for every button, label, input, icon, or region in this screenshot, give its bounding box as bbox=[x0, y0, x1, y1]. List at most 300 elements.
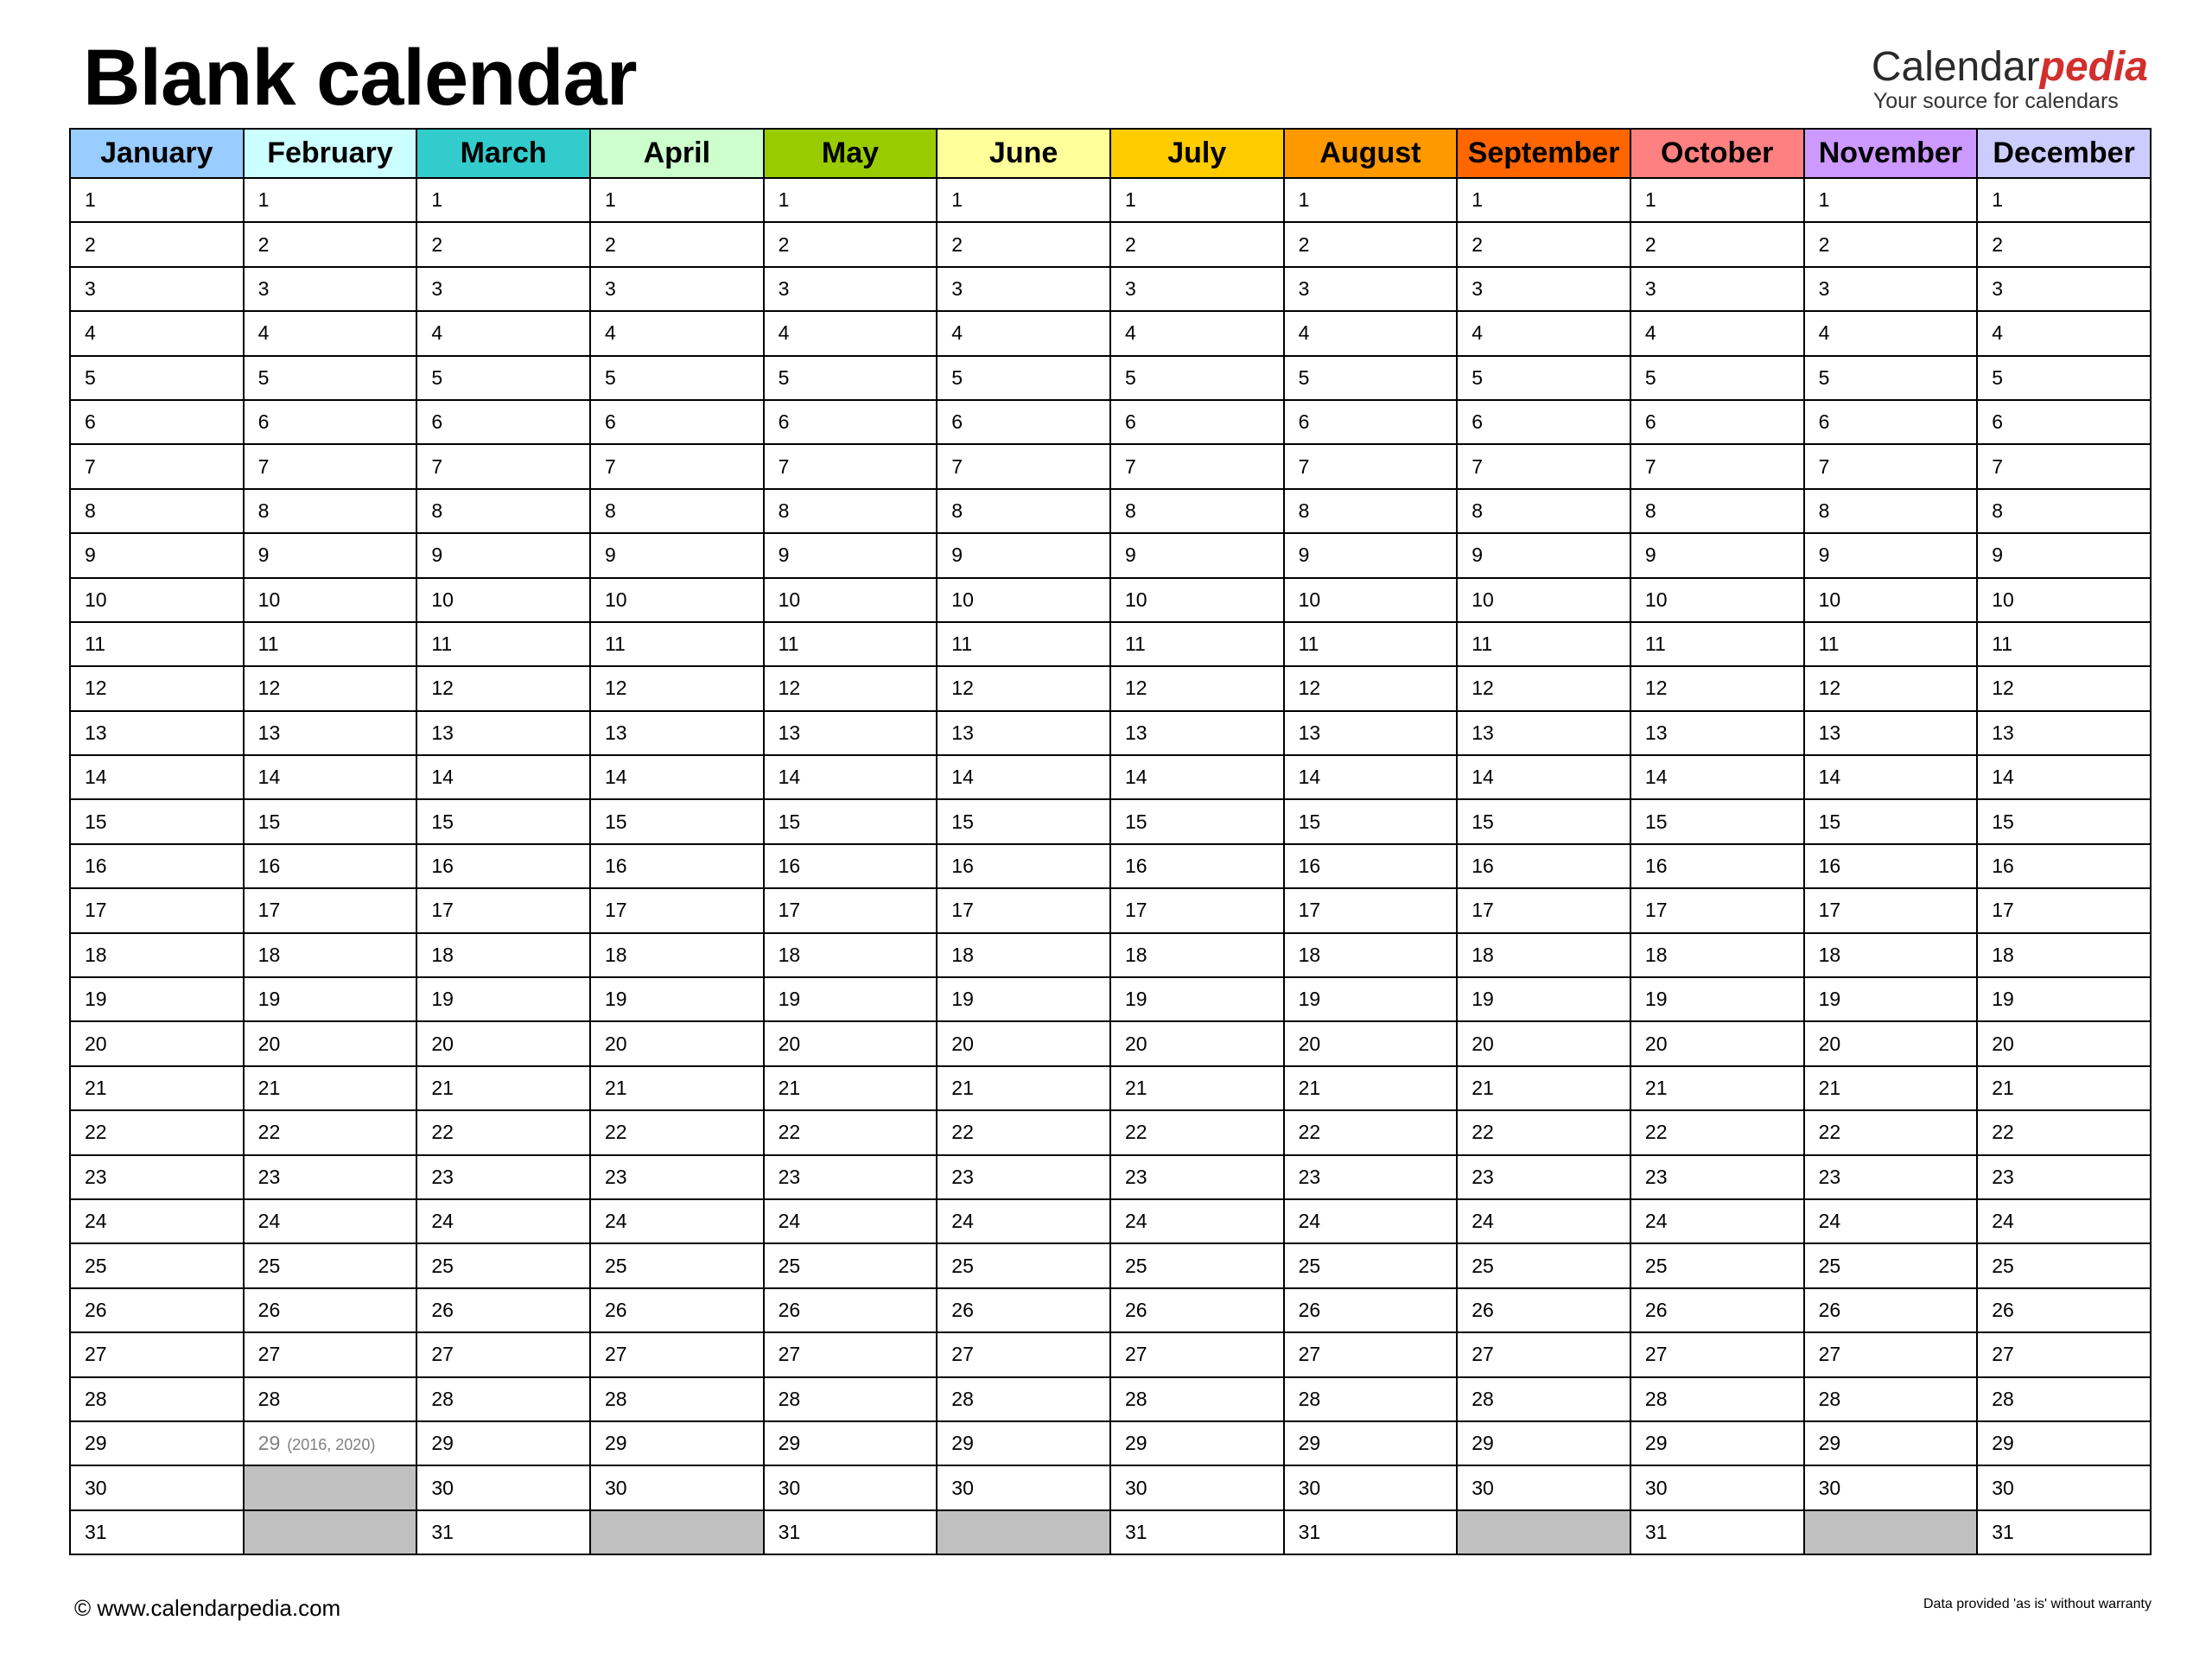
day-cell-august-29[interactable]: 29 bbox=[1284, 1421, 1458, 1465]
day-cell-july-26[interactable]: 26 bbox=[1110, 1288, 1284, 1332]
day-cell-march-5[interactable]: 5 bbox=[416, 356, 590, 400]
day-cell-august-26[interactable]: 26 bbox=[1284, 1288, 1458, 1332]
day-cell-november-27[interactable]: 27 bbox=[1804, 1332, 1978, 1376]
day-cell-november-6[interactable]: 6 bbox=[1804, 400, 1978, 444]
day-cell-june-13[interactable]: 13 bbox=[937, 711, 1110, 755]
day-cell-october-10[interactable]: 10 bbox=[1630, 578, 1804, 622]
day-cell-august-21[interactable]: 21 bbox=[1284, 1066, 1458, 1110]
day-cell-july-4[interactable]: 4 bbox=[1110, 311, 1284, 355]
day-cell-march-27[interactable]: 27 bbox=[416, 1332, 590, 1376]
day-cell-december-17[interactable]: 17 bbox=[1977, 888, 2151, 932]
day-cell-january-19[interactable]: 19 bbox=[70, 977, 244, 1021]
day-cell-october-27[interactable]: 27 bbox=[1630, 1332, 1804, 1376]
day-cell-november-16[interactable]: 16 bbox=[1804, 844, 1978, 888]
day-cell-december-27[interactable]: 27 bbox=[1977, 1332, 2151, 1376]
day-cell-september-9[interactable]: 9 bbox=[1457, 533, 1630, 577]
day-cell-september-19[interactable]: 19 bbox=[1457, 977, 1630, 1021]
day-cell-july-22[interactable]: 22 bbox=[1110, 1110, 1284, 1154]
day-cell-july-18[interactable]: 18 bbox=[1110, 933, 1284, 977]
day-cell-february-5[interactable]: 5 bbox=[244, 356, 417, 400]
day-cell-october-4[interactable]: 4 bbox=[1630, 311, 1804, 355]
day-cell-july-10[interactable]: 10 bbox=[1110, 578, 1284, 622]
day-cell-july-28[interactable]: 28 bbox=[1110, 1377, 1284, 1421]
day-cell-march-24[interactable]: 24 bbox=[416, 1199, 590, 1243]
day-cell-april-7[interactable]: 7 bbox=[590, 444, 764, 488]
day-cell-june-26[interactable]: 26 bbox=[937, 1288, 1110, 1332]
day-cell-may-2[interactable]: 2 bbox=[764, 222, 938, 266]
day-cell-june-7[interactable]: 7 bbox=[937, 444, 1110, 488]
day-cell-march-23[interactable]: 23 bbox=[416, 1155, 590, 1199]
day-cell-february-28[interactable]: 28 bbox=[244, 1377, 417, 1421]
day-cell-january-17[interactable]: 17 bbox=[70, 888, 244, 932]
day-cell-october-26[interactable]: 26 bbox=[1630, 1288, 1804, 1332]
day-cell-june-27[interactable]: 27 bbox=[937, 1332, 1110, 1376]
day-cell-february-17[interactable]: 17 bbox=[244, 888, 417, 932]
day-cell-may-15[interactable]: 15 bbox=[764, 799, 938, 843]
day-cell-november-1[interactable]: 1 bbox=[1804, 178, 1978, 222]
day-cell-december-14[interactable]: 14 bbox=[1977, 755, 2151, 799]
day-cell-november-4[interactable]: 4 bbox=[1804, 311, 1978, 355]
day-cell-february-4[interactable]: 4 bbox=[244, 311, 417, 355]
day-cell-january-22[interactable]: 22 bbox=[70, 1110, 244, 1154]
day-cell-april-8[interactable]: 8 bbox=[590, 489, 764, 533]
day-cell-january-23[interactable]: 23 bbox=[70, 1155, 244, 1199]
day-cell-january-20[interactable]: 20 bbox=[70, 1021, 244, 1065]
day-cell-november-15[interactable]: 15 bbox=[1804, 799, 1978, 843]
day-cell-september-3[interactable]: 3 bbox=[1457, 267, 1630, 311]
day-cell-july-17[interactable]: 17 bbox=[1110, 888, 1284, 932]
day-cell-june-5[interactable]: 5 bbox=[937, 356, 1110, 400]
day-cell-september-13[interactable]: 13 bbox=[1457, 711, 1630, 755]
day-cell-december-1[interactable]: 1 bbox=[1977, 178, 2151, 222]
day-cell-may-4[interactable]: 4 bbox=[764, 311, 938, 355]
day-cell-march-29[interactable]: 29 bbox=[416, 1421, 590, 1465]
day-cell-august-24[interactable]: 24 bbox=[1284, 1199, 1458, 1243]
day-cell-april-24[interactable]: 24 bbox=[590, 1199, 764, 1243]
day-cell-october-2[interactable]: 2 bbox=[1630, 222, 1804, 266]
day-cell-august-11[interactable]: 11 bbox=[1284, 622, 1458, 666]
day-cell-february-9[interactable]: 9 bbox=[244, 533, 417, 577]
day-cell-january-4[interactable]: 4 bbox=[70, 311, 244, 355]
day-cell-august-17[interactable]: 17 bbox=[1284, 888, 1458, 932]
day-cell-september-1[interactable]: 1 bbox=[1457, 178, 1630, 222]
day-cell-november-21[interactable]: 21 bbox=[1804, 1066, 1978, 1110]
day-cell-december-28[interactable]: 28 bbox=[1977, 1377, 2151, 1421]
day-cell-july-1[interactable]: 1 bbox=[1110, 178, 1284, 222]
day-cell-june-10[interactable]: 10 bbox=[937, 578, 1110, 622]
day-cell-february-22[interactable]: 22 bbox=[244, 1110, 417, 1154]
day-cell-december-5[interactable]: 5 bbox=[1977, 356, 2151, 400]
day-cell-january-21[interactable]: 21 bbox=[70, 1066, 244, 1110]
day-cell-august-22[interactable]: 22 bbox=[1284, 1110, 1458, 1154]
day-cell-august-31[interactable]: 31 bbox=[1284, 1510, 1458, 1554]
day-cell-september-14[interactable]: 14 bbox=[1457, 755, 1630, 799]
day-cell-october-18[interactable]: 18 bbox=[1630, 933, 1804, 977]
day-cell-june-15[interactable]: 15 bbox=[937, 799, 1110, 843]
day-cell-may-17[interactable]: 17 bbox=[764, 888, 938, 932]
day-cell-april-29[interactable]: 29 bbox=[590, 1421, 764, 1465]
day-cell-july-2[interactable]: 2 bbox=[1110, 222, 1284, 266]
day-cell-may-9[interactable]: 9 bbox=[764, 533, 938, 577]
day-cell-march-3[interactable]: 3 bbox=[416, 267, 590, 311]
day-cell-november-17[interactable]: 17 bbox=[1804, 888, 1978, 932]
day-cell-august-7[interactable]: 7 bbox=[1284, 444, 1458, 488]
day-cell-july-19[interactable]: 19 bbox=[1110, 977, 1284, 1021]
day-cell-january-6[interactable]: 6 bbox=[70, 400, 244, 444]
day-cell-december-2[interactable]: 2 bbox=[1977, 222, 2151, 266]
day-cell-september-23[interactable]: 23 bbox=[1457, 1155, 1630, 1199]
day-cell-december-15[interactable]: 15 bbox=[1977, 799, 2151, 843]
day-cell-july-30[interactable]: 30 bbox=[1110, 1465, 1284, 1509]
day-cell-june-14[interactable]: 14 bbox=[937, 755, 1110, 799]
day-cell-august-27[interactable]: 27 bbox=[1284, 1332, 1458, 1376]
day-cell-october-12[interactable]: 12 bbox=[1630, 666, 1804, 710]
day-cell-august-25[interactable]: 25 bbox=[1284, 1243, 1458, 1287]
day-cell-april-20[interactable]: 20 bbox=[590, 1021, 764, 1065]
day-cell-october-31[interactable]: 31 bbox=[1630, 1510, 1804, 1554]
day-cell-april-30[interactable]: 30 bbox=[590, 1465, 764, 1509]
day-cell-october-14[interactable]: 14 bbox=[1630, 755, 1804, 799]
day-cell-september-6[interactable]: 6 bbox=[1457, 400, 1630, 444]
day-cell-november-18[interactable]: 18 bbox=[1804, 933, 1978, 977]
day-cell-november-26[interactable]: 26 bbox=[1804, 1288, 1978, 1332]
day-cell-september-11[interactable]: 11 bbox=[1457, 622, 1630, 666]
day-cell-may-19[interactable]: 19 bbox=[764, 977, 938, 1021]
website-credit[interactable]: © www.calendarpedia.com bbox=[74, 1595, 341, 1621]
day-cell-march-14[interactable]: 14 bbox=[416, 755, 590, 799]
day-cell-march-19[interactable]: 19 bbox=[416, 977, 590, 1021]
day-cell-november-10[interactable]: 10 bbox=[1804, 578, 1978, 622]
day-cell-june-20[interactable]: 20 bbox=[937, 1021, 1110, 1065]
day-cell-september-7[interactable]: 7 bbox=[1457, 444, 1630, 488]
day-cell-june-30[interactable]: 30 bbox=[937, 1465, 1110, 1509]
day-cell-may-12[interactable]: 12 bbox=[764, 666, 938, 710]
day-cell-january-10[interactable]: 10 bbox=[70, 578, 244, 622]
day-cell-november-9[interactable]: 9 bbox=[1804, 533, 1978, 577]
day-cell-october-9[interactable]: 9 bbox=[1630, 533, 1804, 577]
day-cell-june-16[interactable]: 16 bbox=[937, 844, 1110, 888]
day-cell-december-24[interactable]: 24 bbox=[1977, 1199, 2151, 1243]
day-cell-june-19[interactable]: 19 bbox=[937, 977, 1110, 1021]
day-cell-april-17[interactable]: 17 bbox=[590, 888, 764, 932]
day-cell-july-15[interactable]: 15 bbox=[1110, 799, 1284, 843]
day-cell-february-2[interactable]: 2 bbox=[244, 222, 417, 266]
day-cell-july-12[interactable]: 12 bbox=[1110, 666, 1284, 710]
day-cell-november-20[interactable]: 20 bbox=[1804, 1021, 1978, 1065]
day-cell-february-leap[interactable] bbox=[244, 1421, 417, 1465]
day-cell-august-20[interactable]: 20 bbox=[1284, 1021, 1458, 1065]
day-cell-march-12[interactable]: 12 bbox=[416, 666, 590, 710]
day-cell-november-19[interactable]: 19 bbox=[1804, 977, 1978, 1021]
day-cell-december-22[interactable]: 22 bbox=[1977, 1110, 2151, 1154]
day-cell-march-18[interactable]: 18 bbox=[416, 933, 590, 977]
day-cell-september-22[interactable]: 22 bbox=[1457, 1110, 1630, 1154]
day-cell-february-15[interactable]: 15 bbox=[244, 799, 417, 843]
day-cell-february-23[interactable]: 23 bbox=[244, 1155, 417, 1199]
day-cell-march-6[interactable]: 6 bbox=[416, 400, 590, 444]
day-cell-january-8[interactable]: 8 bbox=[70, 489, 244, 533]
day-cell-february-18[interactable]: 18 bbox=[244, 933, 417, 977]
day-cell-november-7[interactable]: 7 bbox=[1804, 444, 1978, 488]
day-cell-january-30[interactable]: 30 bbox=[70, 1465, 244, 1509]
day-cell-february-3[interactable]: 3 bbox=[244, 267, 417, 311]
day-cell-may-16[interactable]: 16 bbox=[764, 844, 938, 888]
day-cell-may-30[interactable]: 30 bbox=[764, 1465, 938, 1509]
day-cell-october-24[interactable]: 24 bbox=[1630, 1199, 1804, 1243]
day-cell-december-19[interactable]: 19 bbox=[1977, 977, 2151, 1021]
day-cell-november-23[interactable]: 23 bbox=[1804, 1155, 1978, 1199]
day-cell-july-21[interactable]: 21 bbox=[1110, 1066, 1284, 1110]
day-cell-july-20[interactable]: 20 bbox=[1110, 1021, 1284, 1065]
day-cell-august-10[interactable]: 10 bbox=[1284, 578, 1458, 622]
day-cell-july-24[interactable]: 24 bbox=[1110, 1199, 1284, 1243]
day-cell-november-25[interactable]: 25 bbox=[1804, 1243, 1978, 1287]
day-cell-september-30[interactable]: 30 bbox=[1457, 1465, 1630, 1509]
day-cell-march-20[interactable]: 20 bbox=[416, 1021, 590, 1065]
day-cell-august-8[interactable]: 8 bbox=[1284, 489, 1458, 533]
day-cell-december-25[interactable]: 25 bbox=[1977, 1243, 2151, 1287]
day-cell-august-5[interactable]: 5 bbox=[1284, 356, 1458, 400]
day-cell-september-2[interactable]: 2 bbox=[1457, 222, 1630, 266]
day-cell-december-30[interactable]: 30 bbox=[1977, 1465, 2151, 1509]
day-cell-july-14[interactable]: 14 bbox=[1110, 755, 1284, 799]
day-cell-april-1[interactable]: 1 bbox=[590, 178, 764, 222]
day-cell-june-24[interactable]: 24 bbox=[937, 1199, 1110, 1243]
day-cell-march-15[interactable]: 15 bbox=[416, 799, 590, 843]
day-cell-september-25[interactable]: 25 bbox=[1457, 1243, 1630, 1287]
day-cell-july-8[interactable]: 8 bbox=[1110, 489, 1284, 533]
day-cell-june-17[interactable]: 17 bbox=[937, 888, 1110, 932]
day-cell-february-21[interactable]: 21 bbox=[244, 1066, 417, 1110]
day-cell-november-13[interactable]: 13 bbox=[1804, 711, 1978, 755]
day-cell-may-5[interactable]: 5 bbox=[764, 356, 938, 400]
day-cell-march-2[interactable]: 2 bbox=[416, 222, 590, 266]
day-cell-november-8[interactable]: 8 bbox=[1804, 489, 1978, 533]
day-cell-august-30[interactable]: 30 bbox=[1284, 1465, 1458, 1509]
day-cell-february-20[interactable]: 20 bbox=[244, 1021, 417, 1065]
day-cell-june-18[interactable]: 18 bbox=[937, 933, 1110, 977]
day-cell-may-7[interactable]: 7 bbox=[764, 444, 938, 488]
day-cell-february-26[interactable]: 26 bbox=[244, 1288, 417, 1332]
day-cell-april-15[interactable]: 15 bbox=[590, 799, 764, 843]
day-cell-october-8[interactable]: 8 bbox=[1630, 489, 1804, 533]
day-cell-january-25[interactable]: 25 bbox=[70, 1243, 244, 1287]
day-cell-october-29[interactable]: 29 bbox=[1630, 1421, 1804, 1465]
day-cell-january-11[interactable]: 11 bbox=[70, 622, 244, 666]
day-cell-august-28[interactable]: 28 bbox=[1284, 1377, 1458, 1421]
day-cell-may-23[interactable]: 23 bbox=[764, 1155, 938, 1199]
day-cell-january-7[interactable]: 7 bbox=[70, 444, 244, 488]
day-cell-february-7[interactable]: 7 bbox=[244, 444, 417, 488]
day-cell-march-26[interactable]: 26 bbox=[416, 1288, 590, 1332]
day-cell-november-22[interactable]: 22 bbox=[1804, 1110, 1978, 1154]
day-cell-may-22[interactable]: 22 bbox=[764, 1110, 938, 1154]
day-cell-august-1[interactable]: 1 bbox=[1284, 178, 1458, 222]
day-cell-october-5[interactable]: 5 bbox=[1630, 356, 1804, 400]
day-cell-april-13[interactable]: 13 bbox=[590, 711, 764, 755]
day-cell-june-29[interactable]: 29 bbox=[937, 1421, 1110, 1465]
day-cell-january-27[interactable]: 27 bbox=[70, 1332, 244, 1376]
day-cell-may-8[interactable]: 8 bbox=[764, 489, 938, 533]
day-cell-april-3[interactable]: 3 bbox=[590, 267, 764, 311]
day-cell-september-21[interactable]: 21 bbox=[1457, 1066, 1630, 1110]
day-cell-april-2[interactable]: 2 bbox=[590, 222, 764, 266]
day-cell-may-26[interactable]: 26 bbox=[764, 1288, 938, 1332]
day-cell-december-12[interactable]: 12 bbox=[1977, 666, 2151, 710]
day-cell-june-2[interactable]: 2 bbox=[937, 222, 1110, 266]
day-cell-march-31[interactable]: 31 bbox=[416, 1510, 590, 1554]
day-cell-september-10[interactable]: 10 bbox=[1457, 578, 1630, 622]
day-cell-june-6[interactable]: 6 bbox=[937, 400, 1110, 444]
day-cell-may-31[interactable]: 31 bbox=[764, 1510, 938, 1554]
brand-logo[interactable] bbox=[1872, 45, 2148, 112]
day-cell-september-28[interactable]: 28 bbox=[1457, 1377, 1630, 1421]
day-cell-december-10[interactable]: 10 bbox=[1977, 578, 2151, 622]
day-cell-october-22[interactable]: 22 bbox=[1630, 1110, 1804, 1154]
day-cell-january-9[interactable]: 9 bbox=[70, 533, 244, 577]
day-cell-december-6[interactable]: 6 bbox=[1977, 400, 2151, 444]
day-cell-august-12[interactable]: 12 bbox=[1284, 666, 1458, 710]
day-cell-august-2[interactable]: 2 bbox=[1284, 222, 1458, 266]
day-cell-november-3[interactable]: 3 bbox=[1804, 267, 1978, 311]
day-cell-january-24[interactable]: 24 bbox=[70, 1199, 244, 1243]
day-cell-august-4[interactable]: 4 bbox=[1284, 311, 1458, 355]
day-cell-june-23[interactable]: 23 bbox=[937, 1155, 1110, 1199]
day-cell-may-3[interactable]: 3 bbox=[764, 267, 938, 311]
day-cell-february-27[interactable]: 27 bbox=[244, 1332, 417, 1376]
day-cell-december-20[interactable]: 20 bbox=[1977, 1021, 2151, 1065]
day-cell-november-12[interactable]: 12 bbox=[1804, 666, 1978, 710]
day-cell-april-19[interactable]: 19 bbox=[590, 977, 764, 1021]
day-cell-april-18[interactable]: 18 bbox=[590, 933, 764, 977]
day-cell-july-25[interactable]: 25 bbox=[1110, 1243, 1284, 1287]
day-cell-july-31[interactable]: 31 bbox=[1110, 1510, 1284, 1554]
day-cell-may-24[interactable]: 24 bbox=[764, 1199, 938, 1243]
day-cell-september-15[interactable]: 15 bbox=[1457, 799, 1630, 843]
day-cell-january-16[interactable]: 16 bbox=[70, 844, 244, 888]
day-cell-december-9[interactable]: 9 bbox=[1977, 533, 2151, 577]
day-cell-june-3[interactable]: 3 bbox=[937, 267, 1110, 311]
day-cell-june-8[interactable]: 8 bbox=[937, 489, 1110, 533]
day-cell-april-28[interactable]: 28 bbox=[590, 1377, 764, 1421]
day-cell-december-8[interactable]: 8 bbox=[1977, 489, 2151, 533]
day-cell-june-21[interactable]: 21 bbox=[937, 1066, 1110, 1110]
day-cell-april-26[interactable]: 26 bbox=[590, 1288, 764, 1332]
day-cell-august-3[interactable]: 3 bbox=[1284, 267, 1458, 311]
day-cell-january-2[interactable]: 2 bbox=[70, 222, 244, 266]
day-cell-january-12[interactable]: 12 bbox=[70, 666, 244, 710]
day-cell-august-23[interactable]: 23 bbox=[1284, 1155, 1458, 1199]
day-cell-january-28[interactable]: 28 bbox=[70, 1377, 244, 1421]
day-cell-march-30[interactable]: 30 bbox=[416, 1465, 590, 1509]
day-cell-july-3[interactable]: 3 bbox=[1110, 267, 1284, 311]
day-cell-january-18[interactable]: 18 bbox=[70, 933, 244, 977]
day-cell-august-14[interactable]: 14 bbox=[1284, 755, 1458, 799]
day-cell-september-26[interactable]: 26 bbox=[1457, 1288, 1630, 1332]
day-cell-september-16[interactable]: 16 bbox=[1457, 844, 1630, 888]
day-cell-december-31[interactable]: 31 bbox=[1977, 1510, 2151, 1554]
day-cell-october-15[interactable]: 15 bbox=[1630, 799, 1804, 843]
day-cell-january-13[interactable]: 13 bbox=[70, 711, 244, 755]
day-cell-april-16[interactable]: 16 bbox=[590, 844, 764, 888]
day-cell-september-4[interactable]: 4 bbox=[1457, 311, 1630, 355]
day-cell-december-29[interactable]: 29 bbox=[1977, 1421, 2151, 1465]
day-cell-october-17[interactable]: 17 bbox=[1630, 888, 1804, 932]
day-cell-april-22[interactable]: 22 bbox=[590, 1110, 764, 1154]
day-cell-january-5[interactable]: 5 bbox=[70, 356, 244, 400]
day-cell-july-11[interactable]: 11 bbox=[1110, 622, 1284, 666]
day-cell-march-17[interactable]: 17 bbox=[416, 888, 590, 932]
day-cell-february-11[interactable]: 11 bbox=[244, 622, 417, 666]
day-cell-may-18[interactable]: 18 bbox=[764, 933, 938, 977]
day-cell-march-28[interactable]: 28 bbox=[416, 1377, 590, 1421]
day-cell-january-31[interactable]: 31 bbox=[70, 1510, 244, 1554]
day-cell-november-5[interactable]: 5 bbox=[1804, 356, 1978, 400]
day-cell-february-14[interactable]: 14 bbox=[244, 755, 417, 799]
day-cell-november-28[interactable]: 28 bbox=[1804, 1377, 1978, 1421]
day-cell-march-11[interactable]: 11 bbox=[416, 622, 590, 666]
day-cell-december-7[interactable]: 7 bbox=[1977, 444, 2151, 488]
day-cell-may-6[interactable]: 6 bbox=[764, 400, 938, 444]
day-cell-april-11[interactable]: 11 bbox=[590, 622, 764, 666]
day-cell-january-26[interactable]: 26 bbox=[70, 1288, 244, 1332]
day-cell-january-3[interactable]: 3 bbox=[70, 267, 244, 311]
day-cell-december-18[interactable]: 18 bbox=[1977, 933, 2151, 977]
day-cell-april-27[interactable]: 27 bbox=[590, 1332, 764, 1376]
day-cell-december-3[interactable]: 3 bbox=[1977, 267, 2151, 311]
day-cell-march-7[interactable]: 7 bbox=[416, 444, 590, 488]
day-cell-march-16[interactable]: 16 bbox=[416, 844, 590, 888]
day-cell-september-20[interactable]: 20 bbox=[1457, 1021, 1630, 1065]
day-cell-december-4[interactable]: 4 bbox=[1977, 311, 2151, 355]
day-cell-february-24[interactable]: 24 bbox=[244, 1199, 417, 1243]
day-cell-march-13[interactable]: 13 bbox=[416, 711, 590, 755]
day-cell-may-21[interactable]: 21 bbox=[764, 1066, 938, 1110]
day-cell-june-4[interactable]: 4 bbox=[937, 311, 1110, 355]
day-cell-march-25[interactable]: 25 bbox=[416, 1243, 590, 1287]
day-cell-march-8[interactable]: 8 bbox=[416, 489, 590, 533]
day-cell-october-16[interactable]: 16 bbox=[1630, 844, 1804, 888]
day-cell-march-21[interactable]: 21 bbox=[416, 1066, 590, 1110]
day-cell-december-23[interactable]: 23 bbox=[1977, 1155, 2151, 1199]
day-cell-october-19[interactable]: 19 bbox=[1630, 977, 1804, 1021]
day-cell-january-14[interactable]: 14 bbox=[70, 755, 244, 799]
day-cell-march-22[interactable]: 22 bbox=[416, 1110, 590, 1154]
day-cell-april-10[interactable]: 10 bbox=[590, 578, 764, 622]
day-cell-march-10[interactable]: 10 bbox=[416, 578, 590, 622]
day-cell-february-19[interactable]: 19 bbox=[244, 977, 417, 1021]
day-cell-july-23[interactable]: 23 bbox=[1110, 1155, 1284, 1199]
day-cell-may-29[interactable]: 29 bbox=[764, 1421, 938, 1465]
day-cell-april-21[interactable]: 21 bbox=[590, 1066, 764, 1110]
day-cell-october-20[interactable]: 20 bbox=[1630, 1021, 1804, 1065]
day-cell-may-27[interactable]: 27 bbox=[764, 1332, 938, 1376]
day-cell-october-28[interactable]: 28 bbox=[1630, 1377, 1804, 1421]
day-cell-august-9[interactable]: 9 bbox=[1284, 533, 1458, 577]
day-cell-may-13[interactable]: 13 bbox=[764, 711, 938, 755]
day-cell-june-22[interactable]: 22 bbox=[937, 1110, 1110, 1154]
day-cell-april-5[interactable]: 5 bbox=[590, 356, 764, 400]
day-cell-february-13[interactable]: 13 bbox=[244, 711, 417, 755]
day-cell-november-29[interactable]: 29 bbox=[1804, 1421, 1978, 1465]
day-cell-august-13[interactable]: 13 bbox=[1284, 711, 1458, 755]
day-cell-july-6[interactable]: 6 bbox=[1110, 400, 1284, 444]
day-cell-march-9[interactable]: 9 bbox=[416, 533, 590, 577]
day-cell-february-10[interactable]: 10 bbox=[244, 578, 417, 622]
day-cell-february-16[interactable]: 16 bbox=[244, 844, 417, 888]
day-cell-september-12[interactable]: 12 bbox=[1457, 666, 1630, 710]
day-cell-may-10[interactable]: 10 bbox=[764, 578, 938, 622]
